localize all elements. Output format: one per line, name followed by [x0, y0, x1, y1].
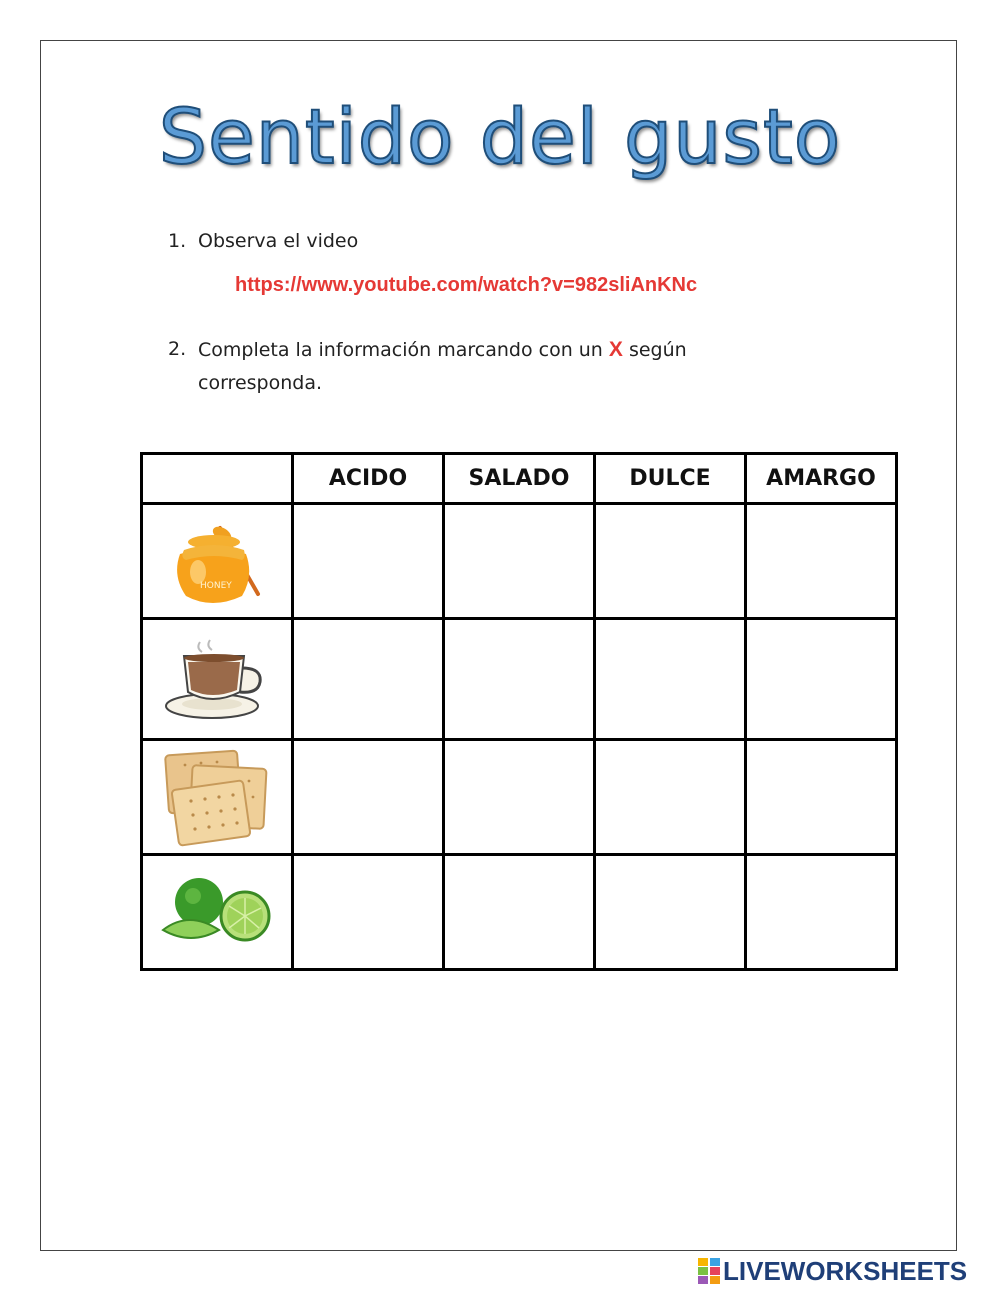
brand-name: LIVEWORKSHEETS [723, 1255, 968, 1286]
honey-label: HONEY [200, 580, 232, 591]
table-row [142, 740, 897, 855]
food-cell [142, 504, 293, 619]
instruction-text-line2: corresponda. [198, 372, 323, 394]
instruction-1 [168, 230, 768, 256]
liveworksheets-logo-icon [698, 1258, 720, 1284]
answer-cell-salado[interactable] [444, 619, 595, 740]
page-title: Sentido del gusto [158, 92, 842, 181]
answer-cell-acido[interactable] [293, 504, 444, 619]
answer-cell-acido[interactable] [293, 619, 444, 740]
x-mark: X [608, 338, 623, 361]
header-amargo: AMARGO [746, 454, 897, 504]
honey-pot-icon [162, 514, 272, 609]
answer-cell-dulce[interactable] [595, 504, 746, 619]
instruction-number: 2. [168, 338, 187, 360]
answer-cell-dulce[interactable] [595, 619, 746, 740]
instruction-text-before: Completa la información marcando con un [198, 339, 603, 361]
answer-cell-acido[interactable] [293, 855, 444, 970]
taste-table [140, 452, 898, 971]
answer-cell-dulce[interactable] [595, 740, 746, 855]
answer-cell-dulce[interactable] [595, 855, 746, 970]
header-cell-empty [142, 454, 293, 504]
instruction-text [198, 338, 687, 362]
instruction-text-after: según [628, 339, 687, 361]
limes-icon [159, 874, 275, 950]
header-dulce: DULCE [595, 454, 746, 504]
answer-cell-salado[interactable] [444, 855, 595, 970]
video-link[interactable]: https://www.youtube.com/watch?v=982sliAnKNc [235, 274, 698, 296]
brand-footer [698, 1256, 967, 1286]
coffee-cup-icon [162, 634, 272, 724]
answer-cell-acido[interactable] [293, 740, 444, 855]
answer-cell-amargo[interactable] [746, 619, 897, 740]
table-row [142, 619, 897, 740]
table-row [142, 504, 897, 619]
table-row [142, 855, 897, 970]
answer-cell-amargo[interactable] [746, 855, 897, 970]
header-salado: SALADO [444, 454, 595, 504]
answer-cell-amargo[interactable] [746, 740, 897, 855]
table-header-row [142, 454, 897, 504]
answer-cell-salado[interactable] [444, 740, 595, 855]
answer-cell-salado[interactable] [444, 504, 595, 619]
header-acido: ACIDO [293, 454, 444, 504]
food-cell [142, 619, 293, 740]
instruction-2 [168, 338, 808, 402]
instruction-number: 1. [168, 230, 187, 252]
crackers-icon [161, 745, 273, 849]
answer-cell-amargo[interactable] [746, 504, 897, 619]
instruction-text: Observa el video [198, 230, 359, 252]
food-cell [142, 740, 293, 855]
food-cell [142, 855, 293, 970]
